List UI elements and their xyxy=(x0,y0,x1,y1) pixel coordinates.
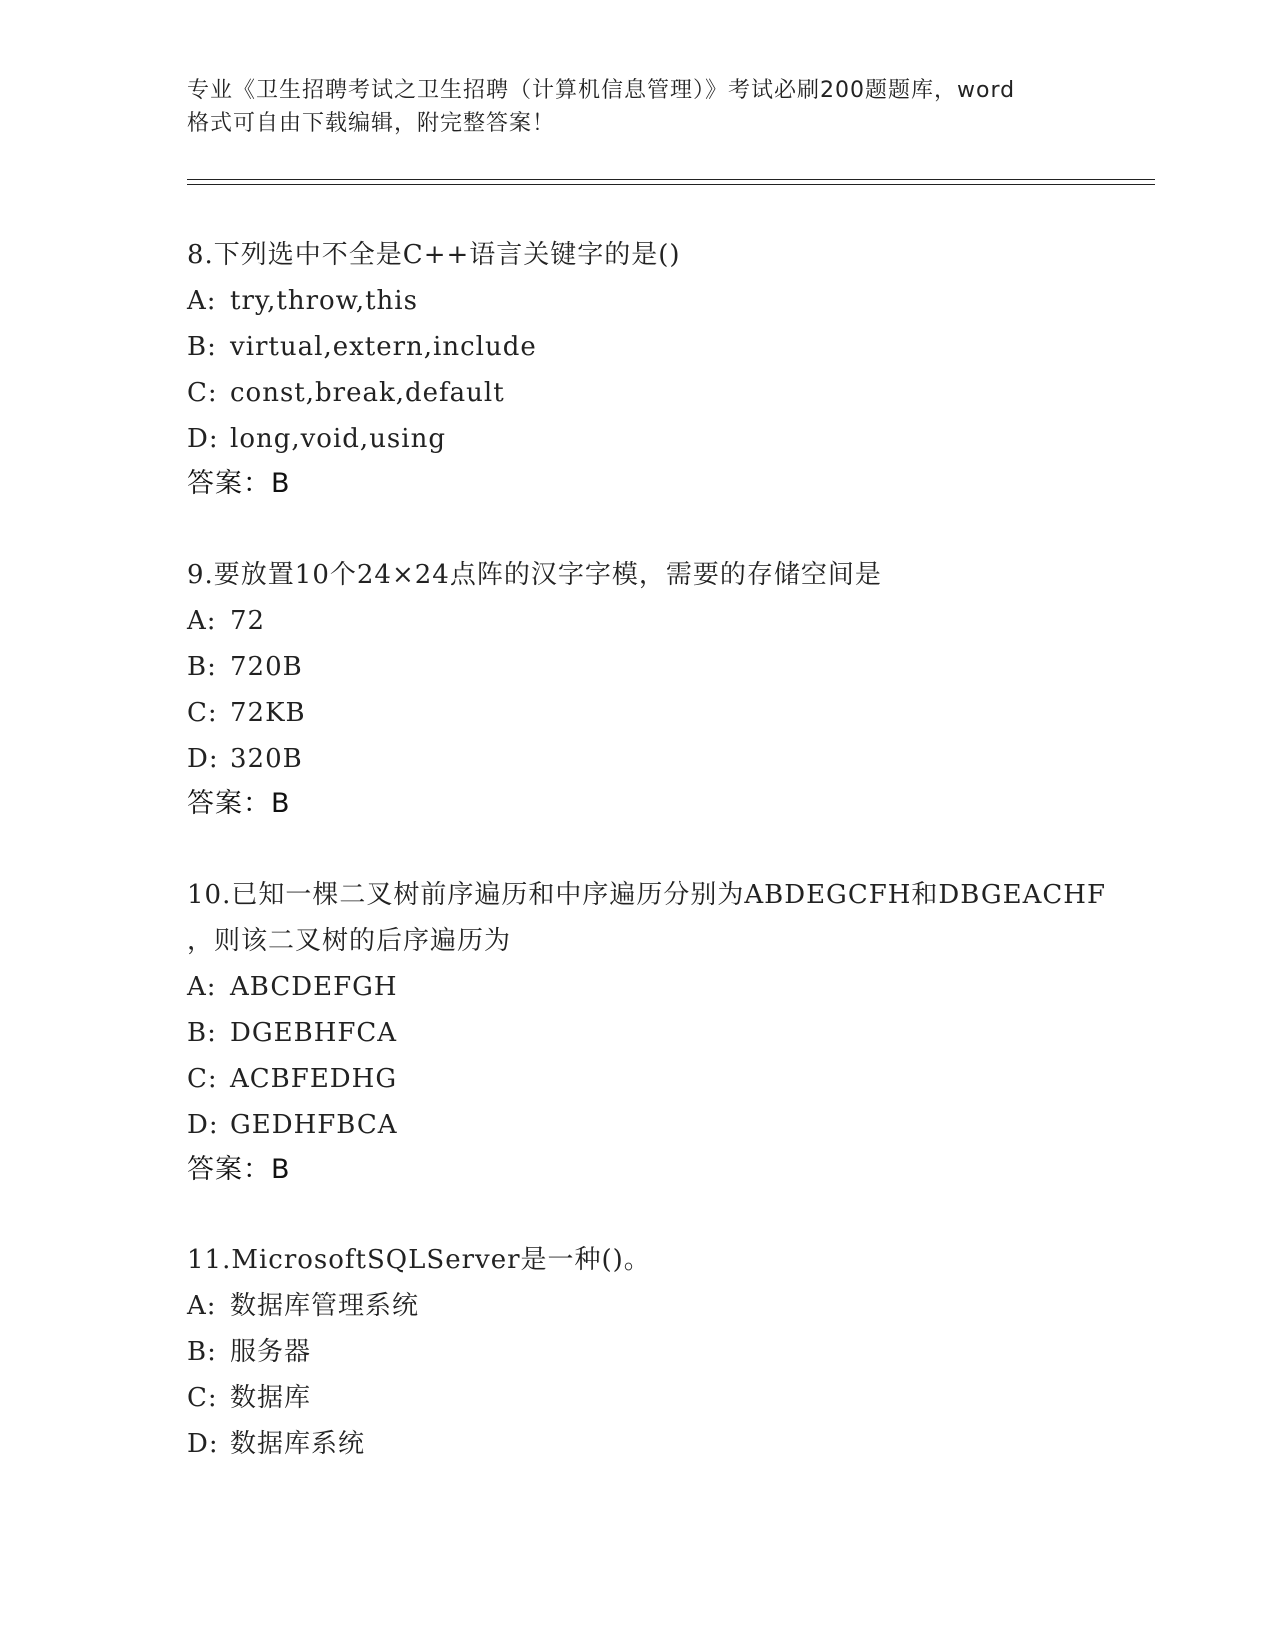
option-text: 320B xyxy=(230,744,303,774)
question-10 xyxy=(187,872,1147,1192)
option-text: ACBFEDHG xyxy=(230,1064,398,1094)
option-text: long,void,using xyxy=(230,424,446,454)
header-divider-top xyxy=(187,179,1155,180)
header-line-2: 格式可自由下载编辑，附完整答案！ xyxy=(187,111,556,136)
option-a xyxy=(187,1283,1147,1329)
option-key: A: xyxy=(187,1291,217,1321)
option-c xyxy=(187,690,1147,736)
option-d xyxy=(187,1102,1147,1148)
option-key: D: xyxy=(187,1429,219,1459)
option-a xyxy=(187,278,1147,324)
option-b xyxy=(187,644,1147,690)
option-key: D: xyxy=(187,424,219,454)
option-key: B: xyxy=(187,332,217,362)
question-stem-line-1: 10.已知一棵二叉树前序遍历和中序遍历分别为ABDEGCFH和DBGEACHF xyxy=(187,880,1107,910)
option-text: 数据库管理系统 xyxy=(230,1291,420,1321)
option-key: B: xyxy=(187,652,217,682)
option-key: B: xyxy=(187,1337,217,1367)
option-key: C: xyxy=(187,1064,218,1094)
option-text: 72 xyxy=(230,606,266,636)
option-key: B: xyxy=(187,1018,217,1048)
option-b xyxy=(187,1329,1147,1375)
question-stem: 9.要放置10个24×24点阵的汉字字模，需要的存储空间是 xyxy=(187,560,882,590)
option-text: 720B xyxy=(230,652,303,682)
option-key: C: xyxy=(187,378,218,408)
option-text: 72KB xyxy=(230,698,306,728)
question-9 xyxy=(187,552,1147,826)
option-text: 数据库 xyxy=(230,1383,312,1413)
option-text: virtual,extern,include xyxy=(230,332,537,362)
header-divider-bottom xyxy=(187,184,1155,185)
answer-line: 答案：B xyxy=(187,788,291,819)
answer-line: 答案：B xyxy=(187,468,291,499)
option-d xyxy=(187,416,1147,462)
option-a xyxy=(187,964,1147,1010)
option-key: D: xyxy=(187,1110,219,1140)
option-c xyxy=(187,1375,1147,1421)
option-d xyxy=(187,736,1147,782)
option-text: GEDHFBCA xyxy=(230,1110,398,1140)
option-text: 数据库系统 xyxy=(230,1429,366,1459)
document-header xyxy=(187,74,1087,140)
option-text: try,throw,this xyxy=(230,286,418,316)
option-key: A: xyxy=(187,286,217,316)
answer-line: 答案：B xyxy=(187,1154,291,1185)
option-a xyxy=(187,598,1147,644)
option-key: D: xyxy=(187,744,219,774)
option-b xyxy=(187,324,1147,370)
question-stem: 8.下列选中不全是C++语言关键字的是() xyxy=(187,240,681,270)
question-8 xyxy=(187,232,1147,506)
option-text: ABCDEFGH xyxy=(230,972,398,1002)
option-text: DGEBHFCA xyxy=(230,1018,398,1048)
header-line-1: 专业《卫生招聘考试之卫生招聘（计算机信息管理）》考试必刷200题题库，word xyxy=(187,78,1016,103)
question-stem: 11.MicrosoftSQLServer是一种()。 xyxy=(187,1245,651,1275)
option-c xyxy=(187,1056,1147,1102)
option-key: C: xyxy=(187,1383,218,1413)
question-11 xyxy=(187,1237,1147,1467)
option-d xyxy=(187,1421,1147,1467)
option-text: 服务器 xyxy=(230,1337,312,1367)
option-key: A: xyxy=(187,972,217,1002)
option-key: A: xyxy=(187,606,217,636)
option-c xyxy=(187,370,1147,416)
option-key: C: xyxy=(187,698,218,728)
option-b xyxy=(187,1010,1147,1056)
question-stem-line-2: ，则该二叉树的后序遍历为 xyxy=(187,926,512,956)
option-text: const,break,default xyxy=(230,378,505,408)
